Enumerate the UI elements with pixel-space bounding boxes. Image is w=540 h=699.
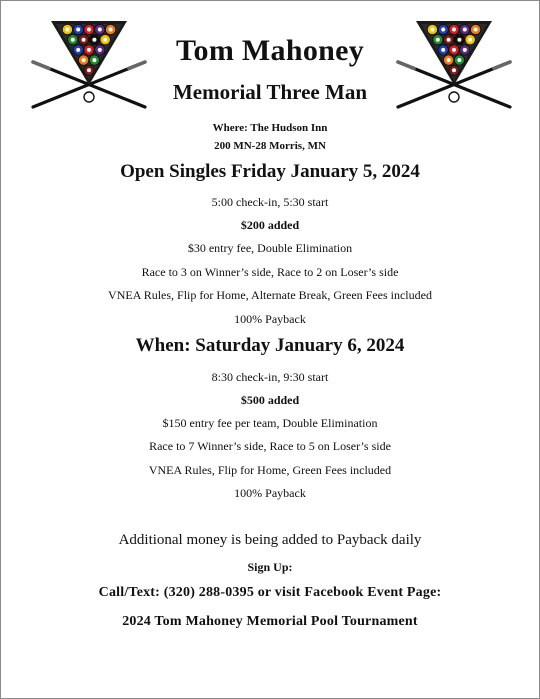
saturday-heading: When: Saturday January 6, 2024 [135,335,405,356]
contact-line: Call/Text: (320) 288-0395 or visit Facebook Event Page: [98,585,442,600]
saturday-fee: $150 entry fee per team, Double Elimination [162,416,378,430]
saturday-race: Race to 7 Winner’s side, Race to 5 on Loser’s side [149,439,391,453]
friday-heading: Open Singles Friday January 5, 2024 [120,161,420,182]
venue-name: Where: The Hudson Inn [212,122,328,134]
friday-race: Race to 3 on Winner’s side, Race to 2 on Loser’s side [141,265,399,279]
venue-address: 200 MN-28 Morris, MN [214,140,326,152]
additional-money-note: Additional money is being added to Payback daily [118,532,422,548]
saturday-payback: 100% Payback [234,486,306,500]
friday-payback: 100% Payback [234,312,306,326]
friday-added: $200 added [240,218,300,232]
signup-label: Sign Up: [247,560,293,574]
friday-rules: VNEA Rules, Flip for Home, Alternate Break, Green Fees included [108,288,432,302]
event-name: 2024 Tom Mahoney Memorial Pool Tournament [122,614,418,629]
page-subtitle: Memorial Three Man [172,80,367,104]
page-title: Tom Mahoney [175,34,365,67]
saturday-added: $500 added [240,393,300,407]
saturday-checkin: 8:30 check-in, 9:30 start [211,370,329,384]
saturday-rules: VNEA Rules, Flip for Home, Green Fees included [148,463,392,477]
venue-info [1,119,539,155]
friday-fee: $30 entry fee, Double Elimination [187,241,353,255]
friday-checkin: 5:00 check-in, 5:30 start [211,195,329,209]
